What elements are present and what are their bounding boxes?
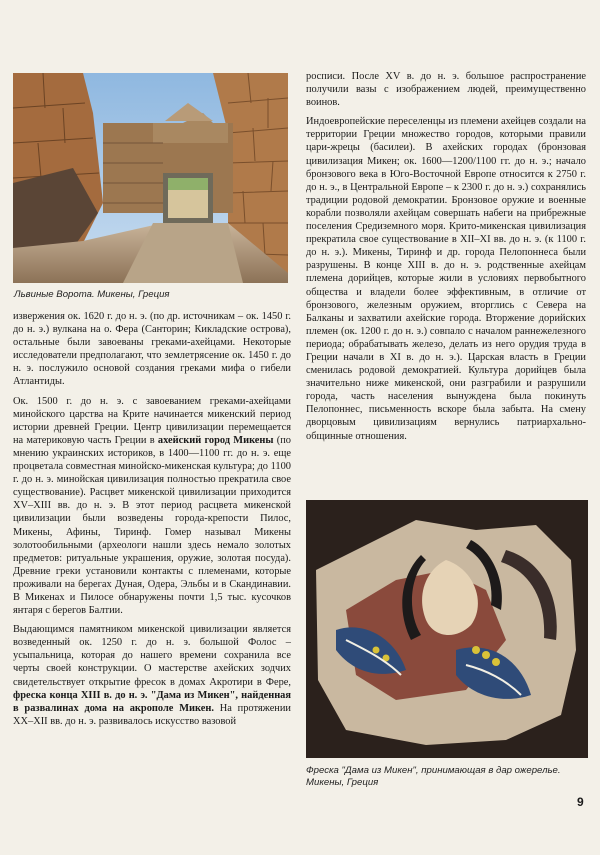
right-paragraph-1: росписи. После XV в. до н. э. большое распространение получили вазы с изображением людей, преимущественно воинов. <box>306 71 586 109</box>
right-paragraph-2: Индоевропейские переселенцы из племени ахейцев создали на территории Греции множество городов, которыми правили цари-жрецы (басилеи). В ахейских городах (бронзовая цивилизация Микен; ок. 1600—1200/1100 гг. до н. э.; начало бронзового века в Юго-Восточной Европе относится к 2750 г. до н. э., в Центральной Европе – к 2300 г. до н. э.) сохранялись традиции родовой демократии. Бронзовое оружие и военные корабли позволяли ахейцам совершать набеги на прибрежные поселения Средиземного моря. Крито-микенская цивилизация прекратила свое существование в XII–XI вв. до н. э. (к 1100 г. до н. э.). Микены, Тиринф и др. города Пелопоннеса были разрушены. В конце XIII в. до н. э. родственные ахейцам племена дорийцев, которые жили в условиях первобытного общества и владели более эффективным, в отличие от бронзового, железным оружием, вторглись с Севера на Балканы и захватили ахейские города. Вторжение дорийских племен (ок. 1200 г. до н. э.) совпало с началом раннежелезного периода; обрабатывать железо, делать из него орудия труда в Греции начали в XI в. до н. э.). Царская власть в Греции сменилась родовой демократией. Культура дорийцев была значительно ниже микенской, они разграбили и разрушили города, часть населения вынуждена была покинуть Пелопоннес, письменность вскоре была забыта. На смену дворцовым цивилизациям вернулись патриархально-общинные отношения. <box>306 116 586 442</box>
text-run: Ок. 1500 г. до н. э. с завоеванием греками-ахейцами минойского царства на Крите начинается микенский период истории древней Греции. Центр цивилизации перемещается на материковую часть Греции в <box>13 395 291 446</box>
lion-gate-photo <box>13 73 288 283</box>
left-column <box>13 310 291 734</box>
fresco-caption: Фреска "Дама из Микен", принимающая в дар ожерелье. Микены, Греция <box>306 765 561 788</box>
left-paragraph-2 <box>13 395 291 618</box>
fresco-photo <box>306 500 588 758</box>
text-run: Выдающимся памятником микенской цивилизации является возведенный ок. 1250 г. до н. э. большой Фолос – усыпальница, которая до нашего времени сохранила все черты своей конструкции. О мастерстве ахейских зодчих свидетельствует открытие фресок в домах Акротири в Фере, <box>13 624 291 688</box>
left-paragraph-1: извержения ок. 1620 г. до н. э. (по др. источникам – ок. 1450 г. до н. э.) вулкана на о. Фера (Санторин; Кикладские острова), остальные были завоеваны греками-ахейцами. Некоторые исследователи предполагают, что землетрясение ок. 1450 г. до н. э. послужило основой создания греками мифа о гибели Атлантиды. <box>13 311 291 388</box>
right-column <box>306 70 586 449</box>
bold-text-run: ахейский город Микены <box>157 434 274 446</box>
text-run: На протяжении XX–XII вв. до н. э. развивалось искусство вазовой <box>13 702 291 727</box>
text-run: (по мнению украинских историков, в 1400—1100 гг. до н. э. еще процветала совместная минойско-микенская культура; до 1100 г. до н. э. минойская цивилизация полностью прекратила свое существование). Расцвет микенской цивилизации приходится XV–XIII вв. до н. э. В этот период расцвета микенской цивилизации были возведены города-крепости Пилос, Микены, Афины, Тиринф. Гомер называл Микены золотообильными (археологи нашли здесь немало золотых предметов: ритуальные украшения, оружие, золотая посуда). Древние греки установили контакты с племенами, которые проживали на берегах Дуная, Одера, Эльбы и в Скандинавии. В Микенах и Пилосе обнаружены почти 1,5 тыс. кусочков янтаря с берегов Балтии. <box>13 434 291 617</box>
page-number: 9 <box>577 795 584 809</box>
left-paragraph-3 <box>13 623 291 728</box>
lion-gate-caption: Львиные Ворота. Микены, Греция <box>14 289 170 300</box>
bold-text-run: фреска конца XIII в. до н. э. "Дама из Микен", найденная в развалинах дома на акрополе Микен. <box>13 689 291 714</box>
